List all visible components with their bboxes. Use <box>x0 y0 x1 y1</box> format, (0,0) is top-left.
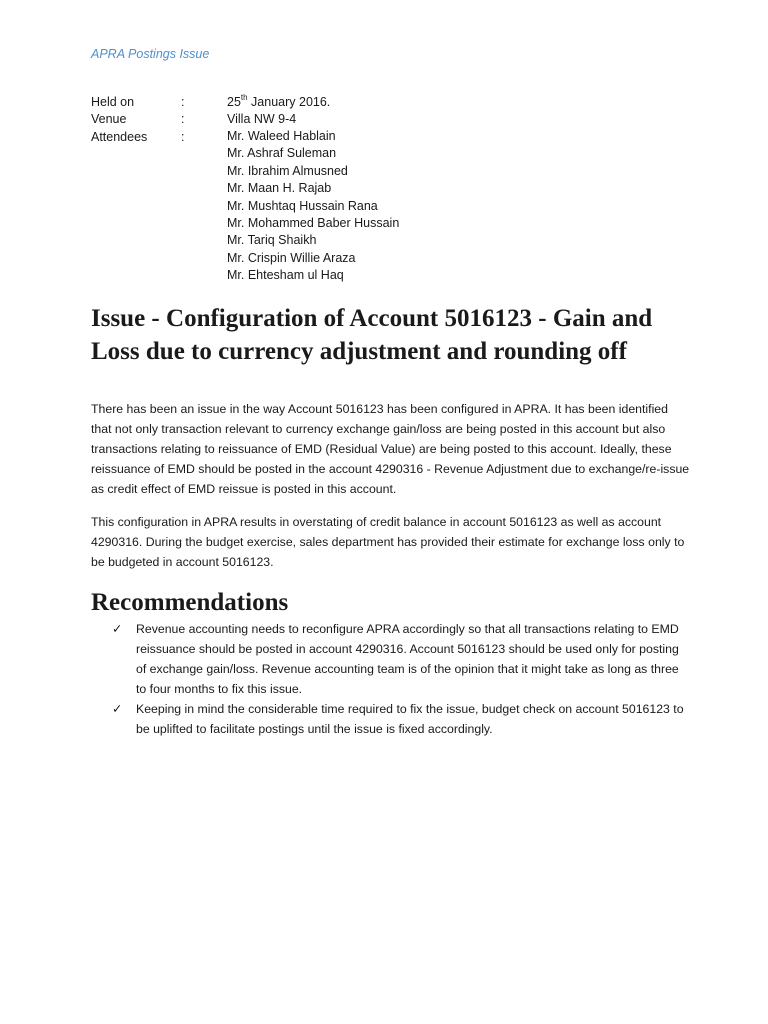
held-on-day: 25 <box>227 95 241 109</box>
recommendation-item <box>112 699 692 739</box>
recommendation-item <box>112 619 692 699</box>
attendee-name: Mr. Mohammed Baber Hussain <box>227 216 400 231</box>
attendees-label: Attendees <box>91 129 148 144</box>
attendee-name: Mr. Waleed Hablain <box>227 129 336 143</box>
recommendation-text: Revenue accounting needs to reconfigure APRA accordingly so that all transactions relating to EMD reissuance should be posted in account 4290316. Account 5016123 should be used only for posting of exchange gain/loss. Revenue accounting team is of the opinion that it might take as long as three to four months to fix this issue. <box>136 622 679 696</box>
held-on-row <box>91 94 330 111</box>
attendee-name: Mr. Maan H. Rajab <box>227 181 332 196</box>
venue-label: Venue <box>91 112 127 127</box>
held-on-label: Held on <box>91 95 135 109</box>
attendee-name: Mr. Ehtesham ul Haq <box>227 268 344 283</box>
held-on-suffix: th <box>240 92 248 102</box>
venue-row <box>91 111 330 128</box>
checkmark-icon: ✓ <box>112 622 123 636</box>
held-on-value <box>227 94 330 111</box>
issue-paragraph-1: There has been an issue in the way Account 5016123 has been configured in APRA. It has been identified that not only transaction relevant to currency exchange gain/loss are being posted in this account but also transactions relating to reissuance of EMD (Residual Value) are being posted to this account. Ideally, these reissuance of EMD should be posted in the account 4290316 - Revenue Adjustment due to exchange/re-issue as credit effect of EMD reissue is posted in this account. <box>91 402 690 496</box>
attendee-name: Mr. Ashraf Suleman <box>227 146 337 161</box>
venue-value: Villa NW 9-4 <box>227 112 297 127</box>
attendee-name: Mr. Mushtaq Hussain Rana <box>227 198 378 213</box>
attendee-name: Mr. Ibrahim Almusned <box>227 163 348 178</box>
recommendations-heading: Recommendations <box>91 589 289 616</box>
held-on-colon: : <box>181 95 185 109</box>
document-header: APRA Postings Issue <box>91 47 210 61</box>
recommendation-text: Keeping in mind the considerable time required to fix the issue, budget check on account 5016123 to be uplifted to facilitate postings until the issue is fixed accordingly. <box>136 702 684 736</box>
attendee-name: Mr. Tariq Shaikh <box>227 233 317 248</box>
held-on-rest: January 2016. <box>247 95 331 109</box>
issue-paragraph-2: This configuration in APRA results in overstating of credit balance in account 5016123 as well as account 4290316. During the budget exercise, sales department has provided their estimate for exchange loss only to be budgeted in account 5016123. <box>91 515 685 569</box>
attendees-colon: : <box>181 129 185 144</box>
attendee-name: Mr. Crispin Willie Araza <box>227 250 356 265</box>
recommendations-list <box>112 619 692 739</box>
checkmark-icon: ✓ <box>112 702 123 716</box>
attendees-list <box>227 128 399 285</box>
venue-colon: : <box>181 112 185 127</box>
issue-title: Issue - Configuration of Account 5016123 - Gain and Loss due to currency adjustment and rounding off <box>91 305 653 365</box>
